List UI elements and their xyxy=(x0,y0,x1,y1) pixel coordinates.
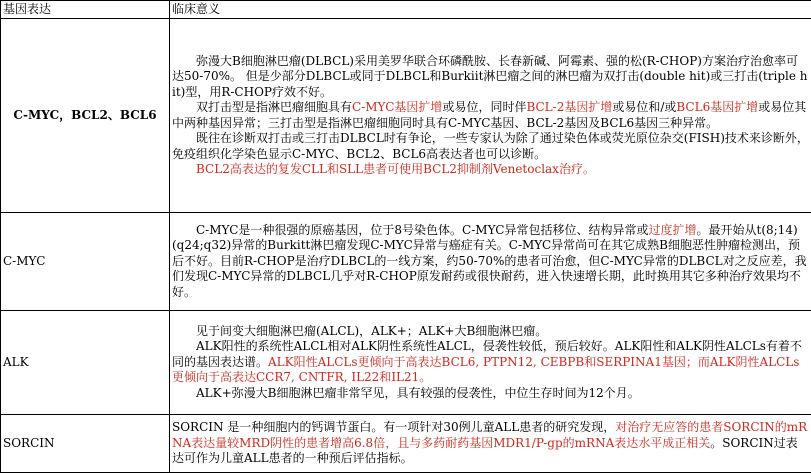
text-segment: SORCIN 是一种细胞内的钙调节蛋白。有一项针对30例儿童ALL患者的研究发现， xyxy=(172,420,615,434)
table-row xyxy=(1,415,811,473)
highlighted-text: BCL6基因扩增 xyxy=(676,100,758,114)
table-row xyxy=(1,19,811,213)
highlighted-text: 对治疗无应答的患者SORCIN的mRNA表达量较MRD阴性的患者增高6.8倍，且与多药耐药基因MDR1/P-gp的mRNA表达水平成正相关 xyxy=(172,420,807,450)
clinical-meaning-cell xyxy=(170,19,811,213)
paragraph xyxy=(172,162,809,178)
table-row xyxy=(1,213,811,311)
text-segment: 。SORCIN过表达可作为儿童ALL患者的一种预后评估指标。 xyxy=(172,436,798,466)
text-segment: 或易位和/或 xyxy=(612,100,676,114)
text-segment: 既往在诊断双打击或三打击DLBCL时有争论，一些专家认为除了通过染色体或荧光原位杂交(FISH)技术来诊断外，免疫组织化学染色显示C-MYC、BCL2、BCL6高表达者也可以诊断。 xyxy=(172,131,809,161)
text-segment: 或易位，同时伴 xyxy=(442,100,526,114)
gene-cell: C-MYC，BCL2、BCL6 xyxy=(1,19,170,213)
highlighted-text: BCL2高表达的复发CLL和SLL患者可使用BCL2抑制剂Venetoclax治疗。 xyxy=(196,162,595,176)
clinical-meaning-cell xyxy=(170,415,811,473)
header-row xyxy=(1,1,811,19)
paragraph xyxy=(172,100,809,131)
text-segment: 见于间变大细胞淋巴瘤(ALCL)，ALK+；ALK+大B细胞淋巴瘤。 xyxy=(196,324,547,338)
gene-cell: ALK xyxy=(1,311,170,415)
paragraph xyxy=(172,420,809,467)
text-segment: ALK+弥漫大B细胞淋巴瘤非常罕见，具有较强的侵袭性，中位生存时间为12个月。 xyxy=(196,386,640,400)
header-clinical-meaning: 临床意义 xyxy=(170,1,811,19)
paragraph xyxy=(172,54,809,101)
gene-cell: C-MYC xyxy=(1,213,170,311)
highlighted-text: 过度扩增 xyxy=(648,223,696,237)
paragraph xyxy=(172,324,809,340)
header-gene-expression: 基因表达 xyxy=(1,1,170,19)
clinical-meaning-cell xyxy=(170,311,811,415)
highlighted-text: ALK阳性ALCLs更倾向于高表达BCL6, PTPN12, CEBPB和SERPINA1基因；而ALK阴性ALCLs更倾向于高表达CCR7, CNTFR, IL22和IL21。 xyxy=(172,355,799,385)
paragraph xyxy=(172,131,809,162)
text-segment: ALK阳性的系统性ALCL相对ALK阴性系统性ALCL，侵袭性较低，预后较好。ALK阳性和ALK阴性ALCLs有着不同的基因表达谱。 xyxy=(172,339,802,369)
highlighted-text: BCL-2基因扩增 xyxy=(526,100,612,114)
paragraph xyxy=(172,386,809,402)
clinical-meaning-cell xyxy=(170,213,811,311)
text-segment: 弥漫大B细胞淋巴瘤(DLBCL)采用美罗华联合环磷酰胺、长春新碱、阿霉素、强的松(R-CHOP)方案治疗治愈率可达50-70%。 但是少部分DLBCL或同于DLBCL和Burkiit淋巴瘤之间的淋巴瘤为双打击(double hit)或三打击(triple hit)型，用R-CHOP疗效不好。 xyxy=(172,54,808,99)
text-segment: C-MYC是一种很强的原癌基因，位于8号染色体。C-MYC异常包括移位、结构异常或 xyxy=(196,223,648,237)
table-row xyxy=(1,311,811,415)
text-segment: 或易位其中两种基因异常；三打击型是指淋巴瘤细胞同时具有C-MYC基因、BCL-2基因及BCL6基因三种异常。 xyxy=(172,100,806,130)
paragraph xyxy=(172,339,809,386)
paragraph xyxy=(172,223,809,301)
highlighted-text: C-MYC基因扩增 xyxy=(352,100,442,114)
gene-cell: SORCIN xyxy=(1,415,170,473)
text-segment: 双打击型是指淋巴瘤细胞具有 xyxy=(196,100,352,114)
text-segment: 。最开始从t(8;14)(q24;q32)异常的Burkitt淋巴瘤发现C-MYC异常与癌症有关。C-MYC异常尚可在其它成熟B细胞恶性肿瘤检测出，预后不好。目前R-CHOP是治疗DLBCL的一线方案，约50-70%的患者可治愈，但C-MYC异常的DLBCL对之反应差，我们发现C-MYC异常的DLBCL几乎对R-CHOP原发耐药或很快耐药，进入快速增长期，此时换用其它多种治疗效果均不好。 xyxy=(172,223,807,299)
